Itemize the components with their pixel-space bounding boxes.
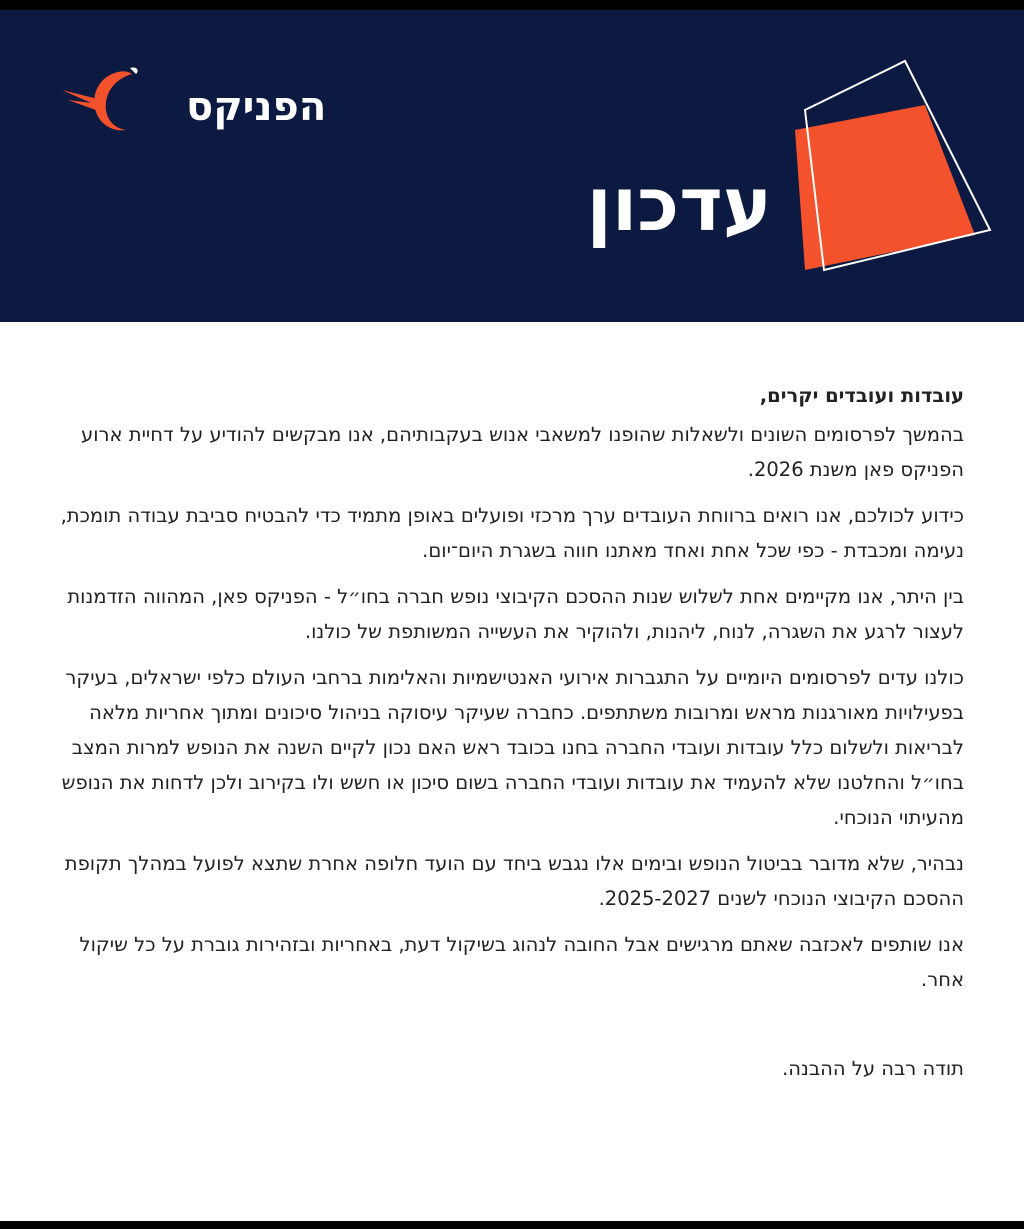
paragraph: בין היתר, אנו מקיימים אחת לשלוש שנות ההסכם הקיבוצי נופש חברה בחו״ל - הפניקס פאן, המהווה הזדמנות לעצור לרגע את השגרה, לנוח, ליהנות, ולהוקיר את העשייה המשותפת של כולנו. (67, 585, 964, 643)
bottom-border (0, 1221, 1024, 1229)
header-banner (0, 10, 1024, 322)
page-title: עדכון (586, 162, 772, 248)
letter-greeting: עובדות ועובדים יקרים, (759, 384, 964, 407)
phoenix-bird-icon (60, 60, 150, 150)
logo-text: הפניקס (186, 84, 327, 130)
top-border (0, 0, 1024, 10)
decorative-shapes (780, 55, 1010, 295)
paragraph: כולנו עדים לפרסומים היומיים על התגברות אירועי האנטישמיות והאלימות ברחבי העולם כלפי ישראלים, בעיקר בפעילויות מאורגנות מראש ומרובות משתתפים. כחברה שעיקר עיסוקה בניהול סיכונים ומתוך אחריות מלאה לבריאות ולשלום כלל עובדות ועובדי החברה בחנו בכובד ראש האם נכון לקיים השנה את הנופש למרות המצב בחו״ל והחלטנו שלא להעמיד את עובדות ועובדי החברה בשום סיכון או חשש ולו בקירוב ולכן לדחות את הנופש מהעיתוי הנוכחי. (61, 666, 964, 829)
paragraph: כידוע לכולכם, אנו רואים ברווחת העובדים ערך מרכזי ופועלים באופן מתמיד כדי להבטיח סביבת עבודה תומכת, נעימה ומכבדת - כפי שכל אחת ואחד מאתנו חווה בשגרת היום־יום. (60, 504, 964, 562)
paragraph: נבהיר, שלא מדובר בביטול הנופש ובימים אלו נגבש ביחד עם הועד חלופה אחרת שתצא לפועל במהלך תקופת ההסכם הקיבוצי הנוכחי לשנים 2025-2027. (64, 852, 964, 910)
letter-body (52, 378, 964, 1106)
paragraph: אנו שותפים לאכזבה שאתם מרגישים אבל החובה לנהוג בשיקול דעת, באחריות ובזהירות גוברת על כל שיקול אחר. (79, 933, 964, 991)
phoenix-logo (60, 60, 327, 150)
letter-closing: תודה רבה על ההבנה. (782, 1057, 964, 1080)
paragraph: בהמשך לפרסומים השונים ולשאלות שהופנו למשאבי אנוש בעקבותיהם, אנו מבקשים להודיע על דחיית ארוע הפניקס פאן משנת 2026. (81, 423, 964, 481)
